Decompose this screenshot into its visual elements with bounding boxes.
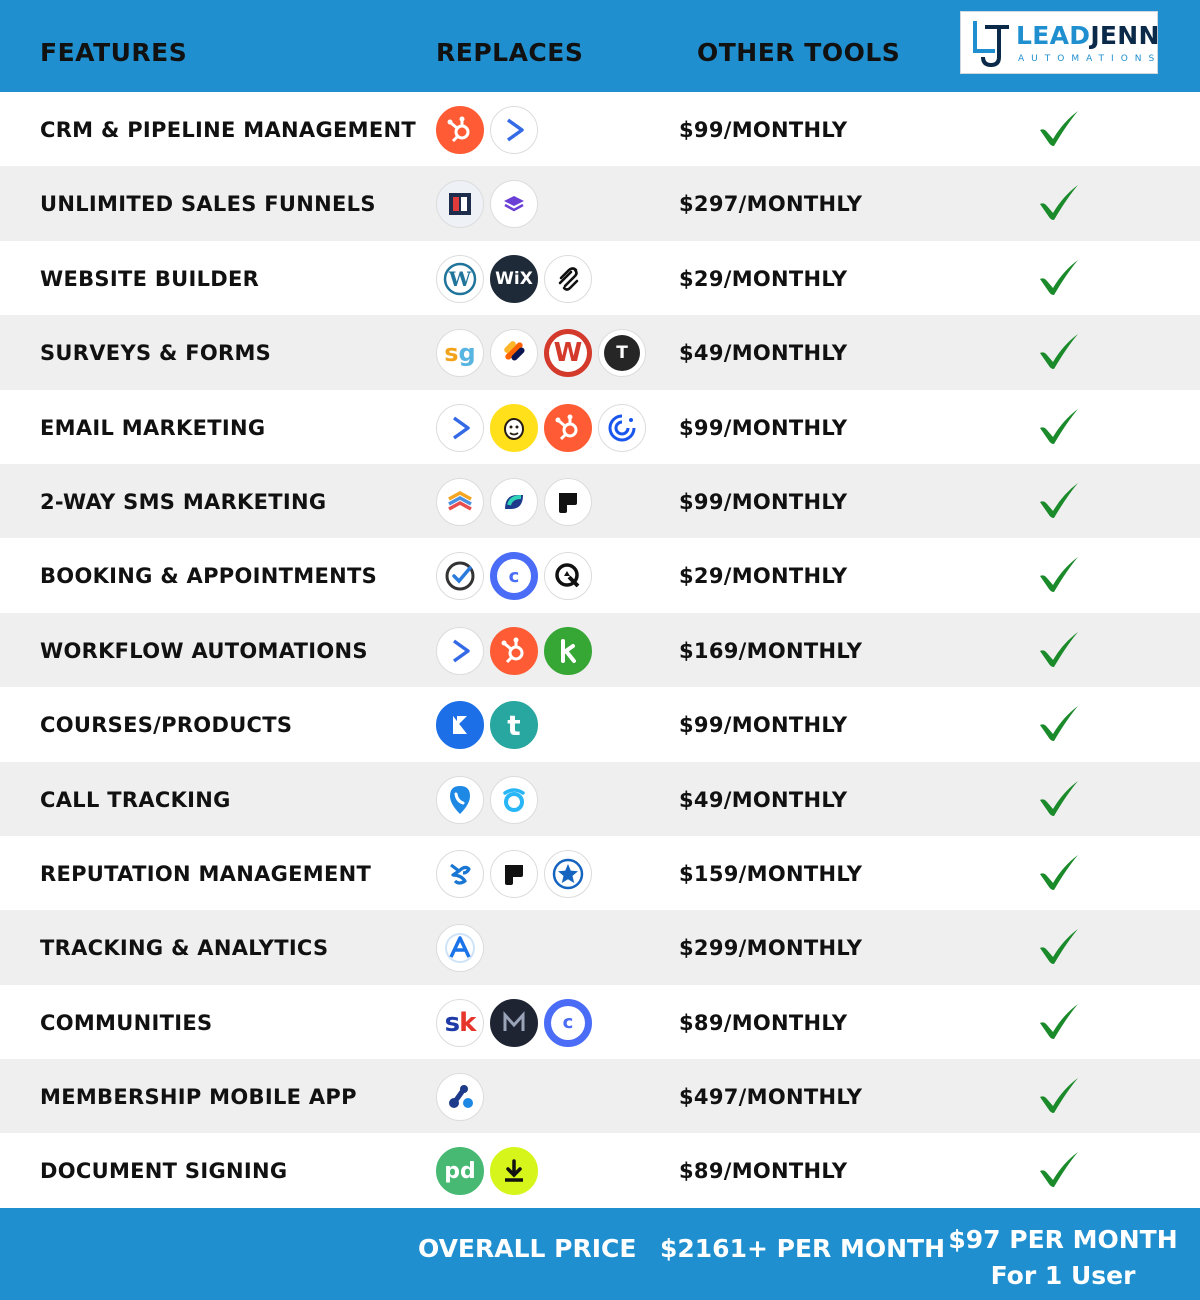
table-row	[0, 390, 1200, 464]
simpletexting-icon	[490, 478, 538, 526]
header-other-tools: OTHER TOOLS	[697, 38, 901, 67]
table-row	[0, 315, 1200, 389]
replaced-tools	[436, 106, 538, 154]
feature-label: WEBSITE BUILDER	[40, 266, 260, 291]
overall-price-label: OVERALL PRICE	[418, 1234, 637, 1263]
activecampaign-icon	[436, 627, 484, 675]
other-tools-price: $29/MONTHLY	[679, 564, 848, 589]
table-row	[0, 687, 1200, 761]
replaced-tools	[436, 478, 592, 526]
table-row	[0, 613, 1200, 687]
download-icon	[490, 1147, 538, 1195]
logo-subtitle: AUTOMATIONS	[1018, 54, 1162, 64]
checkmark-icon	[1037, 480, 1081, 524]
other-tools-price: $297/MONTHLY	[679, 192, 863, 217]
hubspot-icon	[544, 404, 592, 452]
other-tools-price: $89/MONTHLY	[679, 1010, 848, 1035]
feature-label: REPUTATION MANAGEMENT	[40, 861, 372, 886]
replaced-tools	[436, 329, 646, 377]
calendly-icon: c	[490, 552, 538, 600]
replaced-tools	[436, 627, 592, 675]
app-icon	[436, 1073, 484, 1121]
wix-icon: WiX	[490, 255, 538, 303]
checkmark-icon	[1037, 852, 1081, 896]
mailchimp-icon	[490, 404, 538, 452]
podium-icon	[490, 850, 538, 898]
scheduler-icon	[544, 552, 592, 600]
squarespace-icon	[544, 255, 592, 303]
table-row	[0, 762, 1200, 836]
replaced-tools	[436, 552, 592, 600]
table-row	[0, 464, 1200, 538]
kajabi-icon	[436, 701, 484, 749]
checkmark-icon	[1037, 1149, 1081, 1193]
checkmark-icon	[1037, 406, 1081, 450]
replaced-tools	[436, 1073, 484, 1121]
surveygizmo-icon: s g	[436, 329, 484, 377]
stack-icon	[436, 478, 484, 526]
circle-icon: c	[544, 999, 592, 1047]
table-row	[0, 910, 1200, 984]
replaced-tools	[436, 999, 592, 1047]
other-tools-price: $89/MONTHLY	[679, 1159, 848, 1184]
checkmark-icon	[1037, 554, 1081, 598]
typeform-icon: T	[598, 329, 646, 377]
hubspot-icon	[436, 106, 484, 154]
wufoo-icon: W	[544, 329, 592, 377]
checkmark-icon	[1037, 1075, 1081, 1119]
mightynetworks-icon	[490, 999, 538, 1047]
table-row	[0, 241, 1200, 315]
feature-label: 2-WAY SMS MARKETING	[40, 489, 327, 514]
offer-price-line: $97 PER MONTH	[948, 1225, 1178, 1254]
table-row	[0, 1133, 1200, 1207]
checkmark-icon	[1037, 108, 1081, 152]
teachable-icon: t	[490, 701, 538, 749]
other-tools-price: $497/MONTHLY	[679, 1085, 863, 1110]
replaced-tools	[436, 1147, 538, 1195]
comparison-rows	[0, 92, 1200, 1208]
other-tools-price: $99/MONTHLY	[679, 415, 848, 440]
other-tools-price: $169/MONTHLY	[679, 638, 863, 663]
feature-label: EMAIL MARKETING	[40, 415, 266, 440]
feature-label: COURSES/PRODUCTS	[40, 713, 293, 738]
layers-icon	[490, 180, 538, 228]
header-features: FEATURES	[40, 38, 188, 67]
feature-label: COMMUNITIES	[40, 1010, 213, 1035]
wordpress-icon	[436, 255, 484, 303]
svg-text:W: W	[448, 266, 472, 291]
other-tools-price: $49/MONTHLY	[679, 341, 848, 366]
replaced-tools	[436, 924, 484, 972]
overall-price-total: $2161+ PER MONTH	[660, 1234, 946, 1263]
table-row	[0, 538, 1200, 612]
checkmark-icon	[1037, 1001, 1081, 1045]
table-row	[0, 985, 1200, 1059]
replaced-tools	[436, 701, 538, 749]
table-row	[0, 1059, 1200, 1133]
acuity-icon	[436, 552, 484, 600]
checkmark-icon	[1037, 182, 1081, 226]
podium-icon	[544, 478, 592, 526]
pandadoc-icon: pd	[436, 1147, 484, 1195]
analytics-icon	[436, 924, 484, 972]
leadjenn-logo	[960, 11, 1162, 74]
keap-icon	[544, 627, 592, 675]
activecampaign-icon	[436, 404, 484, 452]
logo-word-lead: LEAD	[1016, 21, 1091, 50]
hubspot-icon	[490, 627, 538, 675]
clickfunnels-icon	[436, 180, 484, 228]
checkmark-icon	[1037, 778, 1081, 822]
table-header	[0, 0, 1200, 92]
table-row	[0, 166, 1200, 240]
replaced-tools	[436, 180, 538, 228]
replaced-tools	[436, 776, 538, 824]
constantcontact-icon	[598, 404, 646, 452]
other-tools-price: $99/MONTHLY	[679, 489, 848, 514]
feature-label: SURVEYS & FORMS	[40, 341, 272, 366]
table-row	[0, 92, 1200, 166]
replaced-tools	[436, 850, 592, 898]
activecampaign-icon	[490, 106, 538, 154]
other-tools-price: $99/MONTHLY	[679, 713, 848, 738]
feature-label: CALL TRACKING	[40, 787, 231, 812]
jotform-icon	[490, 329, 538, 377]
checkmark-icon	[1037, 703, 1081, 747]
feature-label: BOOKING & APPOINTMENTS	[40, 564, 378, 589]
replaced-tools	[436, 255, 592, 303]
birdeye-icon	[436, 850, 484, 898]
callrail-icon	[436, 776, 484, 824]
other-tools-price: $49/MONTHLY	[679, 787, 848, 812]
table-row	[0, 836, 1200, 910]
other-tools-price: $159/MONTHLY	[679, 861, 863, 886]
header-replaces: REPLACES	[436, 38, 584, 67]
checkmark-icon	[1037, 331, 1081, 375]
feature-label: WORKFLOW AUTOMATIONS	[40, 638, 368, 663]
checkmark-icon	[1037, 257, 1081, 301]
feature-label: CRM & PIPELINE MANAGEMENT	[40, 118, 416, 142]
skool-icon: s k	[436, 999, 484, 1047]
feature-label: TRACKING & ANALYTICS	[40, 936, 329, 961]
table-footer	[0, 1208, 1200, 1300]
feature-label: MEMBERSHIP MOBILE APP	[40, 1085, 357, 1110]
ctm-icon	[490, 776, 538, 824]
replaced-tools	[436, 404, 646, 452]
feature-label: UNLIMITED SALES FUNNELS	[40, 192, 376, 217]
other-tools-price: $99/MONTHLY	[679, 118, 848, 142]
logo-word-jenn: JENN	[1090, 21, 1160, 50]
other-tools-price: $299/MONTHLY	[679, 936, 863, 961]
other-tools-price: $29/MONTHLY	[679, 266, 848, 291]
star-icon	[544, 850, 592, 898]
checkmark-icon	[1037, 629, 1081, 673]
leadjenn-mark-icon	[965, 17, 1015, 69]
checkmark-icon	[1037, 926, 1081, 970]
offer-price	[940, 1222, 1186, 1294]
offer-user-line: For 1 User	[990, 1261, 1136, 1290]
feature-label: DOCUMENT SIGNING	[40, 1159, 288, 1184]
